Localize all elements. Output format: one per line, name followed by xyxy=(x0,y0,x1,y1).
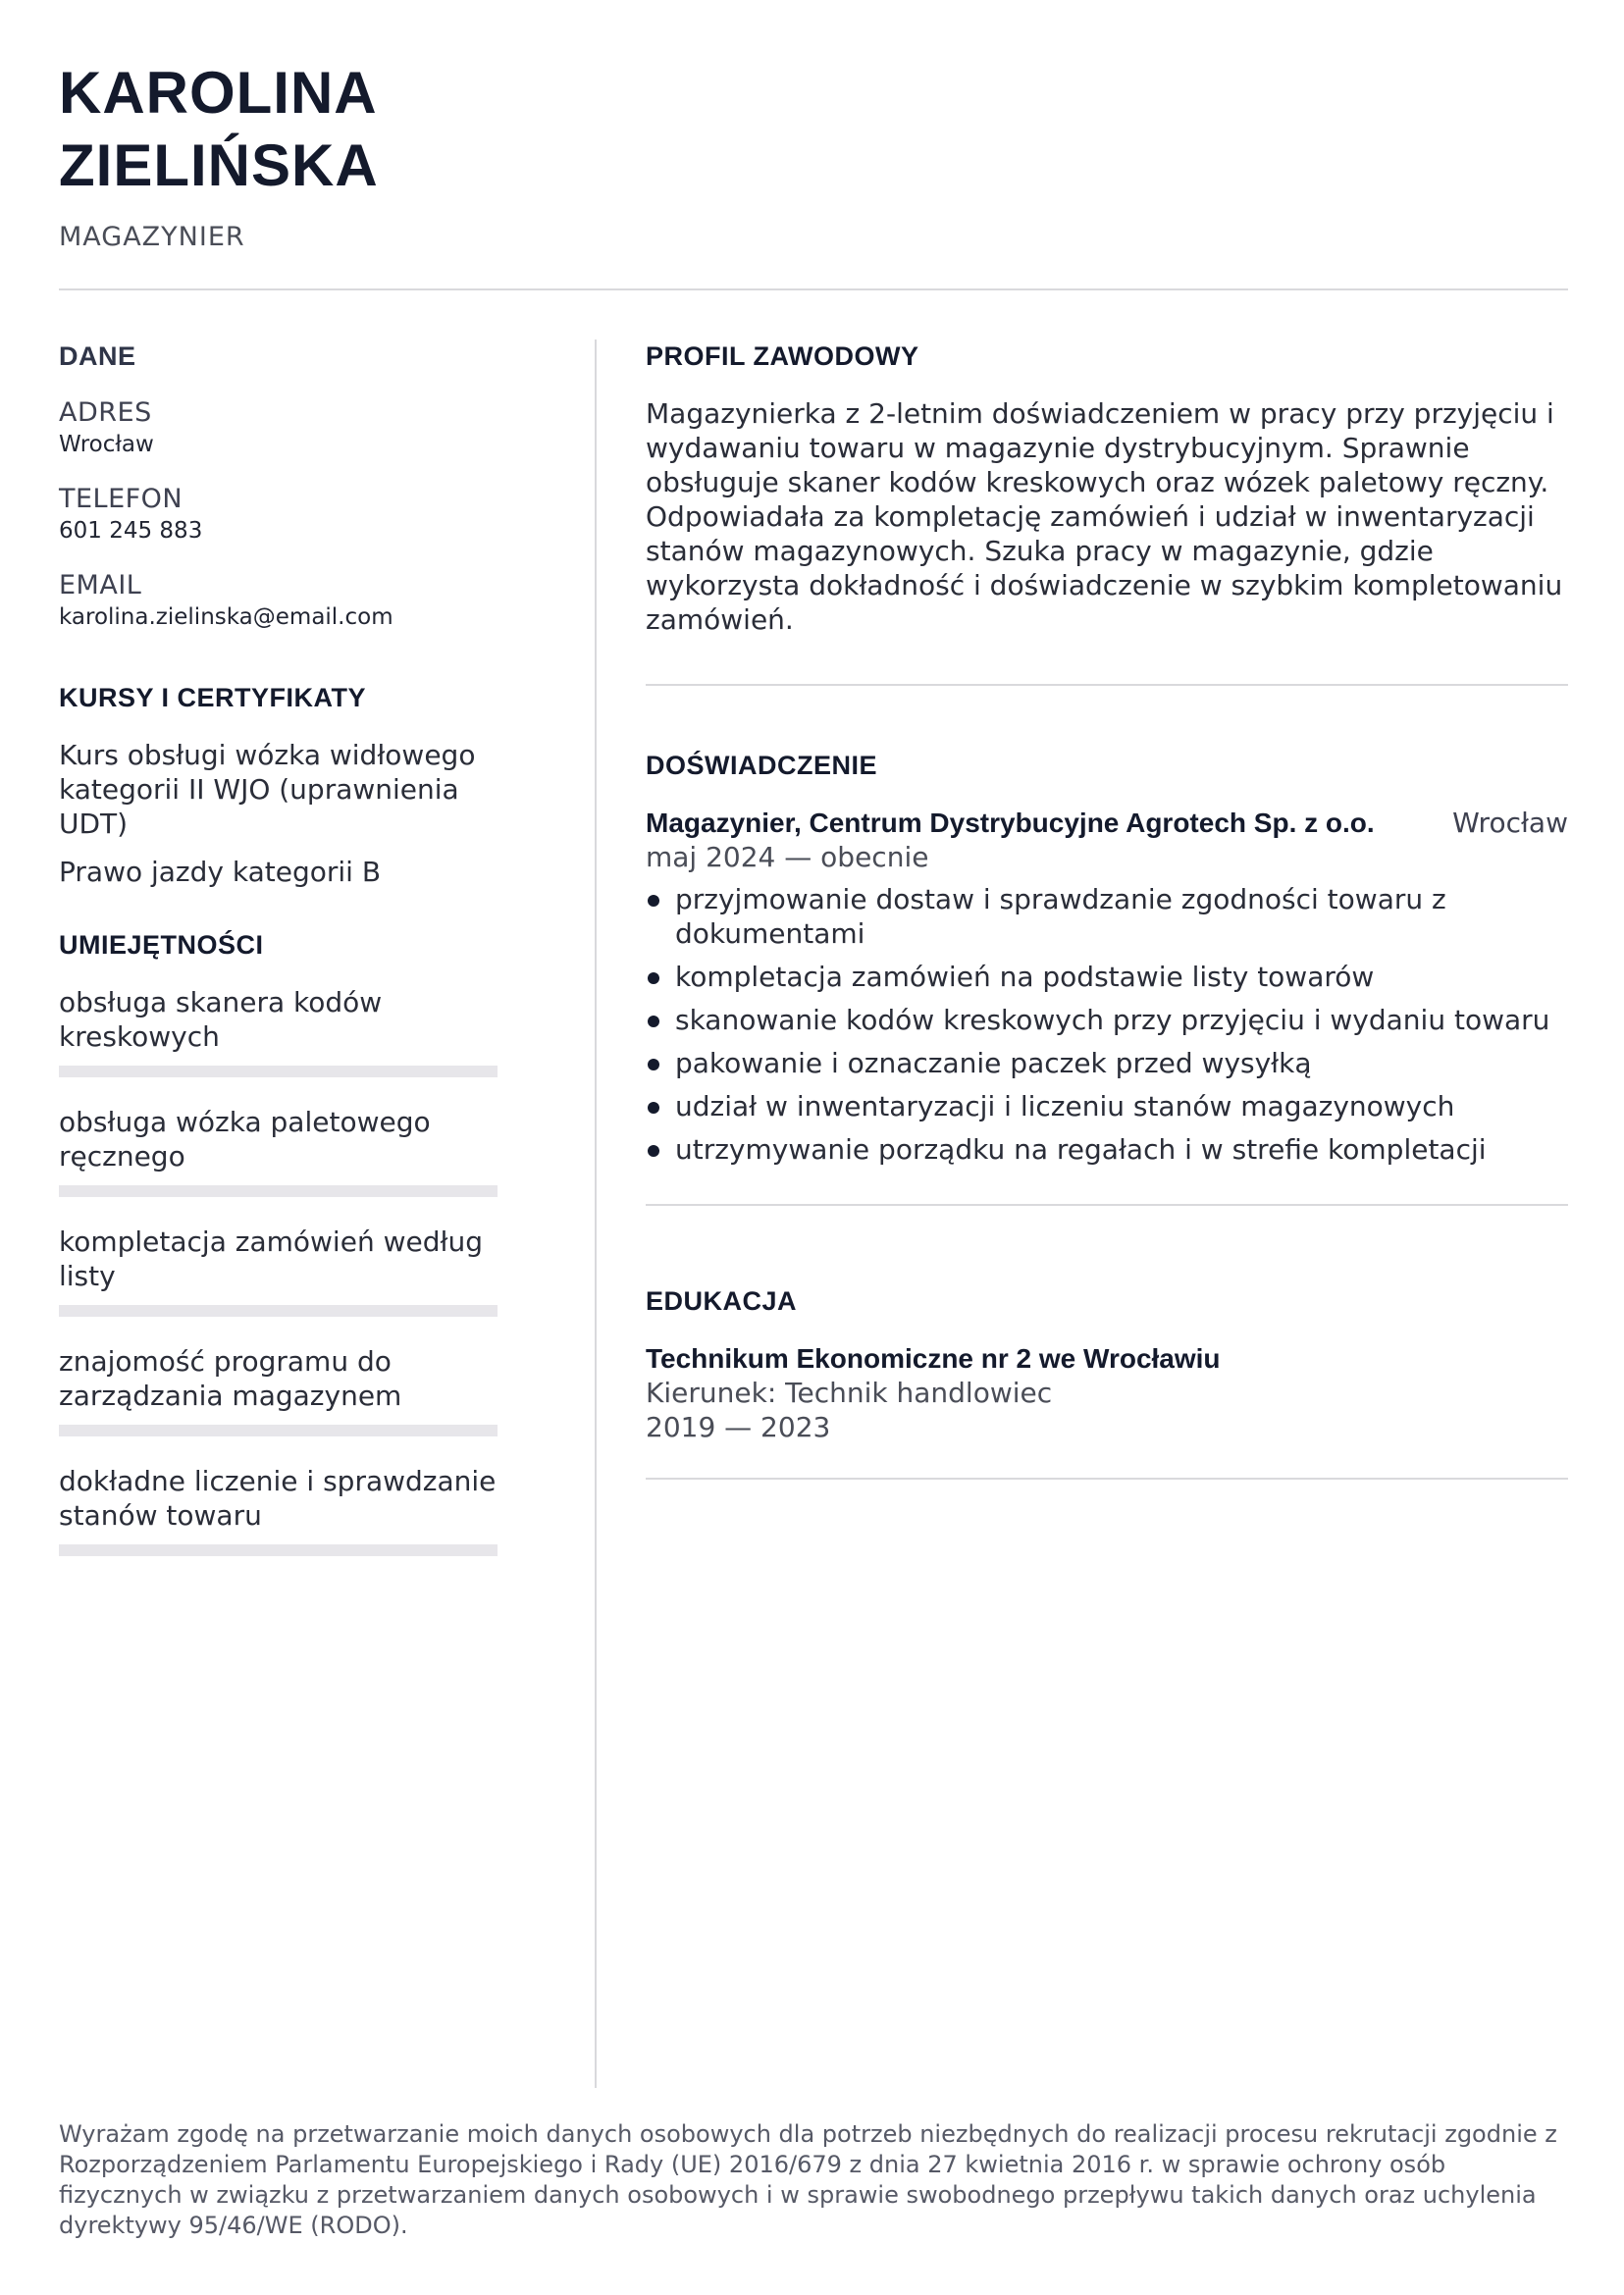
section-divider xyxy=(646,1204,1568,1206)
education-section xyxy=(646,1284,1568,1480)
profile-text: Magazynierka z 2-letnim doświadczeniem w pracy przy przyjęciu i wydawaniu towaru w magazynie dystrybucyjnym. Sprawnie obsługuje skaner kodów kreskowych oraz wózek paletowy ręczny. Odpowiadała za kompletację zamówień i udział w inwentaryzacji stanów magazynowych. Szuka pracy w magazynie, gdzie wykorzysta dokładność i doświadczenie w szybkim kompletowaniu zamówień. xyxy=(646,397,1563,636)
left-column xyxy=(59,339,510,1556)
course-item: Kurs obsługi wózka widłowego kategorii II WJO (uprawnienia UDT) xyxy=(59,739,476,840)
skill-item xyxy=(59,1105,510,1197)
gdpr-consent: Wyrażam zgodę na przetwarzanie moich danych osobowych dla potrzeb niezbędnych do realizacji procesu rekrutacji zgodnie z Rozporządzeniem Parlamentu Europejskiego i Rady (UE) 2016/679 z dnia 27 kwietnia 2016 r. w sprawie ochrony osób fizycznych w związku z przetwarzaniem danych osobowych i w sprawie swobodnego przepływu takich danych oraz uchylenia dyrektywy 95/46/WE (RODO). xyxy=(59,2120,1557,2239)
skill-bar xyxy=(59,1185,498,1197)
contact-label: ADRES xyxy=(59,397,152,428)
job-position: Magazynier, Centrum Dystrybucyjne Agrotech Sp. z o.o. xyxy=(646,808,1375,838)
list-item: skanowanie kodów kreskowych przy przyjęciu i wydaniu towaru xyxy=(646,1003,1568,1037)
section-divider xyxy=(646,1478,1568,1480)
contact-label: TELEFON xyxy=(59,484,183,514)
contact-address xyxy=(59,396,510,459)
name-last: ZIELIŃSKA xyxy=(59,132,379,198)
contact-phone xyxy=(59,483,510,546)
school-major: Kierunek: Technik handlowiec xyxy=(646,1377,1053,1409)
dane-section xyxy=(59,339,510,632)
list-item: utrzymywanie porządku na regałach i w strefie kompletacji xyxy=(646,1132,1568,1167)
name-first: KAROLINA xyxy=(59,60,378,126)
school-dates: 2019 — 2023 xyxy=(646,1411,831,1443)
skill-bar xyxy=(59,1425,498,1436)
duties-list xyxy=(646,882,1568,1167)
contact-email xyxy=(59,569,510,632)
courses-section xyxy=(59,681,510,889)
contact-value: Wrocław xyxy=(59,432,154,457)
skill-name: obsługa skanera kodów kreskowych xyxy=(59,986,383,1053)
right-column xyxy=(646,339,1568,1480)
list-item: udział w inwentaryzacji i liczeniu stanów magazynowych xyxy=(646,1089,1568,1123)
skills-title: UMIEJĘTNOŚCI xyxy=(59,930,264,960)
school-name: Technikum Ekonomiczne nr 2 we Wrocławiu xyxy=(646,1343,1221,1374)
skill-name: obsługa wózka paletowego ręcznego xyxy=(59,1106,431,1173)
skill-item xyxy=(59,1464,510,1556)
contact-label: EMAIL xyxy=(59,570,142,600)
skill-name: dokładne liczenie i sprawdzanie stanów towaru xyxy=(59,1465,497,1532)
contact-value: 601 245 883 xyxy=(59,518,203,544)
skill-name: kompletacja zamówień według listy xyxy=(59,1226,483,1292)
skill-name: znajomość programu do zarządzania magazynem xyxy=(59,1345,402,1412)
courses-title: KURSY I CERTYFIKATY xyxy=(59,683,367,712)
skill-item xyxy=(59,1225,510,1317)
education-title: EDUKACJA xyxy=(646,1286,798,1316)
skill-item xyxy=(59,985,510,1077)
skill-bar xyxy=(59,1544,498,1556)
profile-title: PROFIL ZAWODOWY xyxy=(646,341,919,371)
dane-title: DANE xyxy=(59,341,136,371)
skill-bar xyxy=(59,1305,498,1317)
job-header xyxy=(646,806,1568,840)
profile-section xyxy=(646,339,1568,686)
list-item: przyjmowanie dostaw i sprawdzanie zgodności towaru z dokumentami xyxy=(646,882,1568,951)
skill-item xyxy=(59,1344,510,1436)
job-city: Wrocław xyxy=(1452,807,1568,839)
header-divider xyxy=(59,288,1568,290)
job-title: MAGAZYNIER xyxy=(59,222,245,252)
skill-bar xyxy=(59,1066,498,1077)
list-item: pakowanie i oznaczanie paczek przed wysyłką xyxy=(646,1046,1568,1080)
list-item: kompletacja zamówień na podstawie listy towarów xyxy=(646,960,1568,994)
course-item: Prawo jazdy kategorii B xyxy=(59,856,382,888)
skills-section xyxy=(59,928,510,1556)
section-divider xyxy=(646,684,1568,686)
contact-value: karolina.zielinska@email.com xyxy=(59,604,393,630)
experience-title: DOŚWIADCZENIE xyxy=(646,751,877,780)
column-divider xyxy=(595,339,597,2088)
candidate-name xyxy=(59,57,379,202)
experience-section xyxy=(646,749,1568,1206)
job-dates: maj 2024 — obecnie xyxy=(646,841,929,873)
